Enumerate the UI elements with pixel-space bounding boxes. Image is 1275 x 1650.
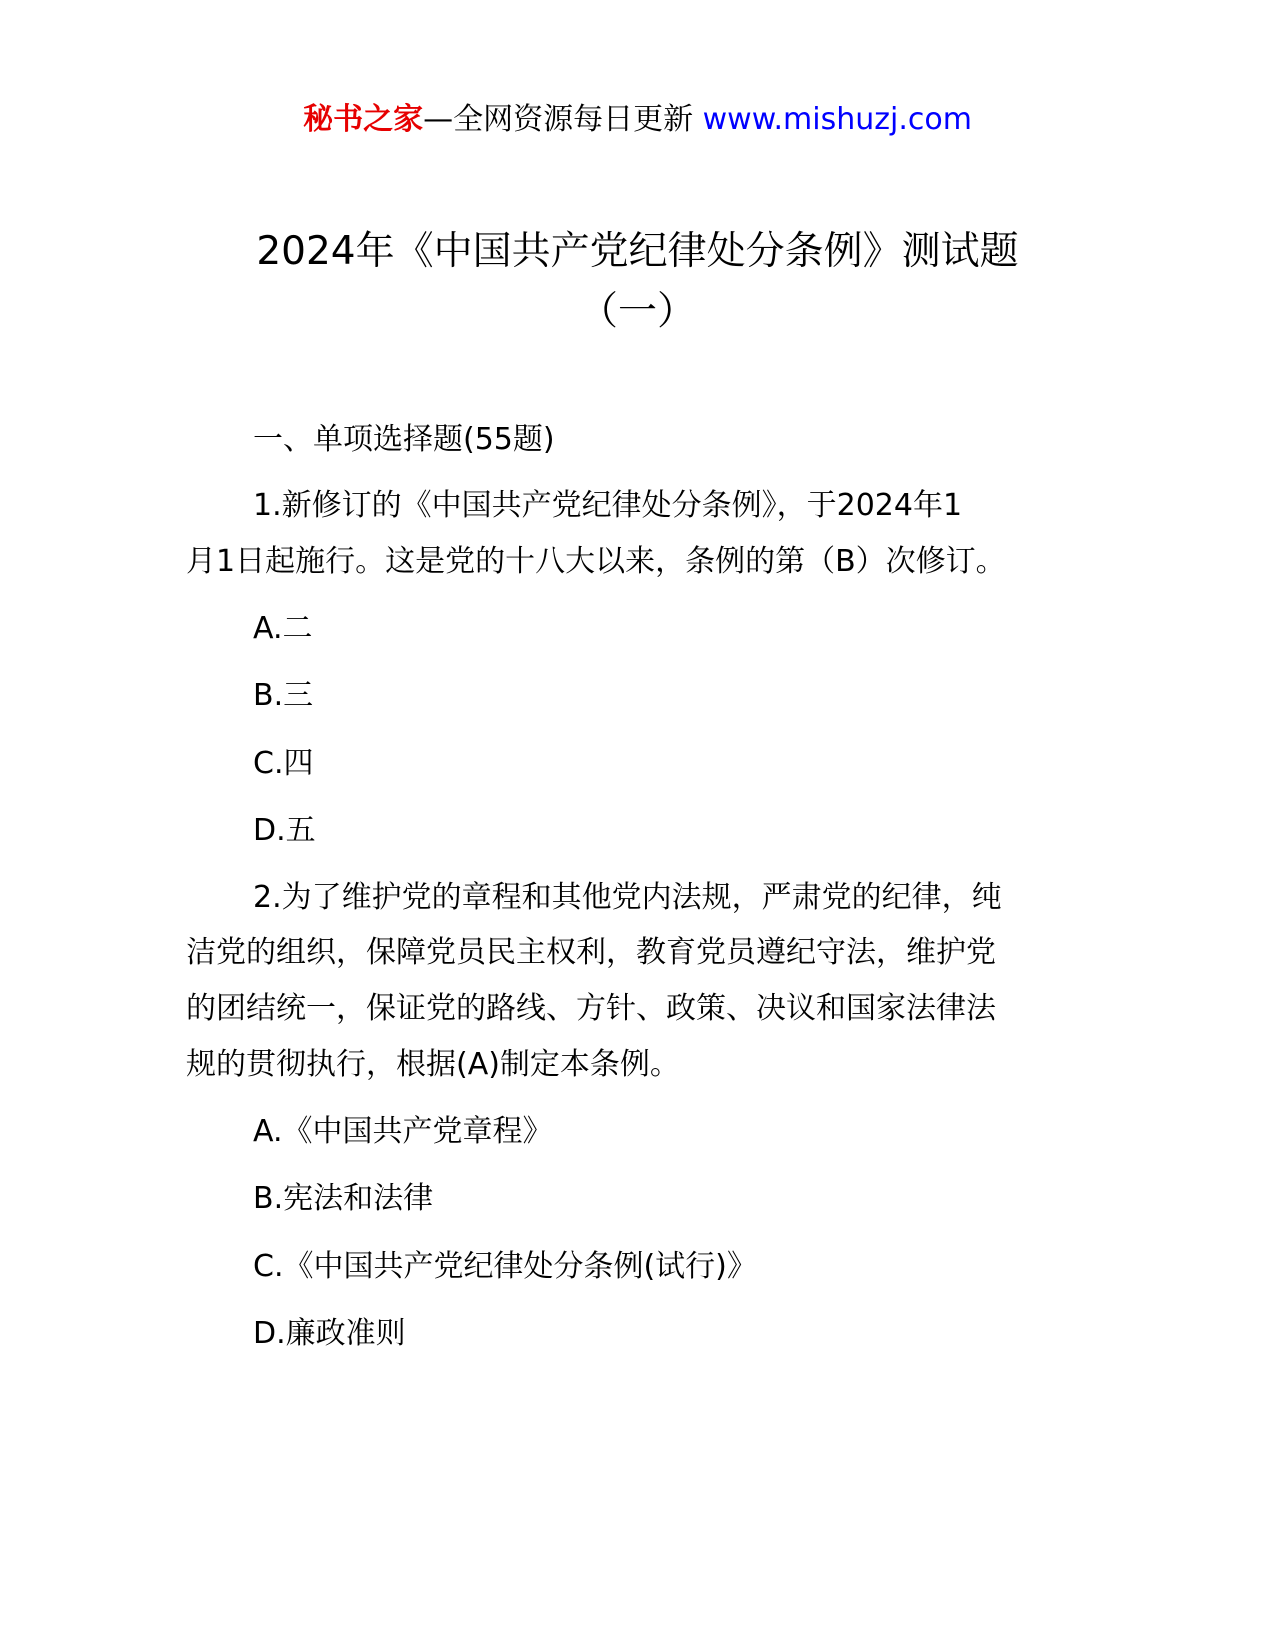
- title-line-2: （一）: [578, 289, 696, 334]
- question-text-line: 的团结统一，保证党的路线、方针、政策、决议和国家法律法: [186, 991, 996, 1026]
- answer-option: D.廉政准则: [253, 1316, 406, 1351]
- answer-option: D.五: [253, 813, 316, 848]
- question-text-line: 洁党的组织，保障党员民主权利，教育党员遵纪守法，维护党: [186, 935, 996, 970]
- question-text-line: 规的贯彻执行，根据(A)制定本条例。: [186, 1047, 680, 1082]
- header-tagline: —全网资源每日更新: [423, 102, 694, 137]
- answer-option: C.四: [253, 746, 314, 781]
- question-text-line: 月1日起施行。这是党的十八大以来，条例的第（B）次修订。: [186, 544, 1006, 579]
- answer-option: A.二: [253, 611, 313, 646]
- title-line-1: 2024年《中国共产党纪律处分条例》测试题: [256, 229, 1019, 274]
- answer-option: C.《中国共产党纪律处分条例(试行)》: [253, 1249, 757, 1284]
- question-text-line: 1.新修订的《中国共产党纪律处分条例》，于2024年1: [253, 488, 963, 523]
- question-text-line: 2.为了维护党的章程和其他党内法规，严肃党的纪律，纯: [253, 880, 1002, 915]
- answer-option: B.宪法和法律: [253, 1181, 434, 1216]
- site-header: [0, 100, 1275, 140]
- document-title: [0, 222, 1275, 342]
- answer-option: A.《中国共产党章程》: [253, 1114, 553, 1149]
- site-url-link[interactable]: www.mishuzj.com: [702, 102, 972, 137]
- answer-option: B.三: [253, 678, 314, 713]
- brand-name: 秘书之家: [303, 102, 424, 137]
- section-heading: 一、单项选择题(55题): [253, 422, 555, 457]
